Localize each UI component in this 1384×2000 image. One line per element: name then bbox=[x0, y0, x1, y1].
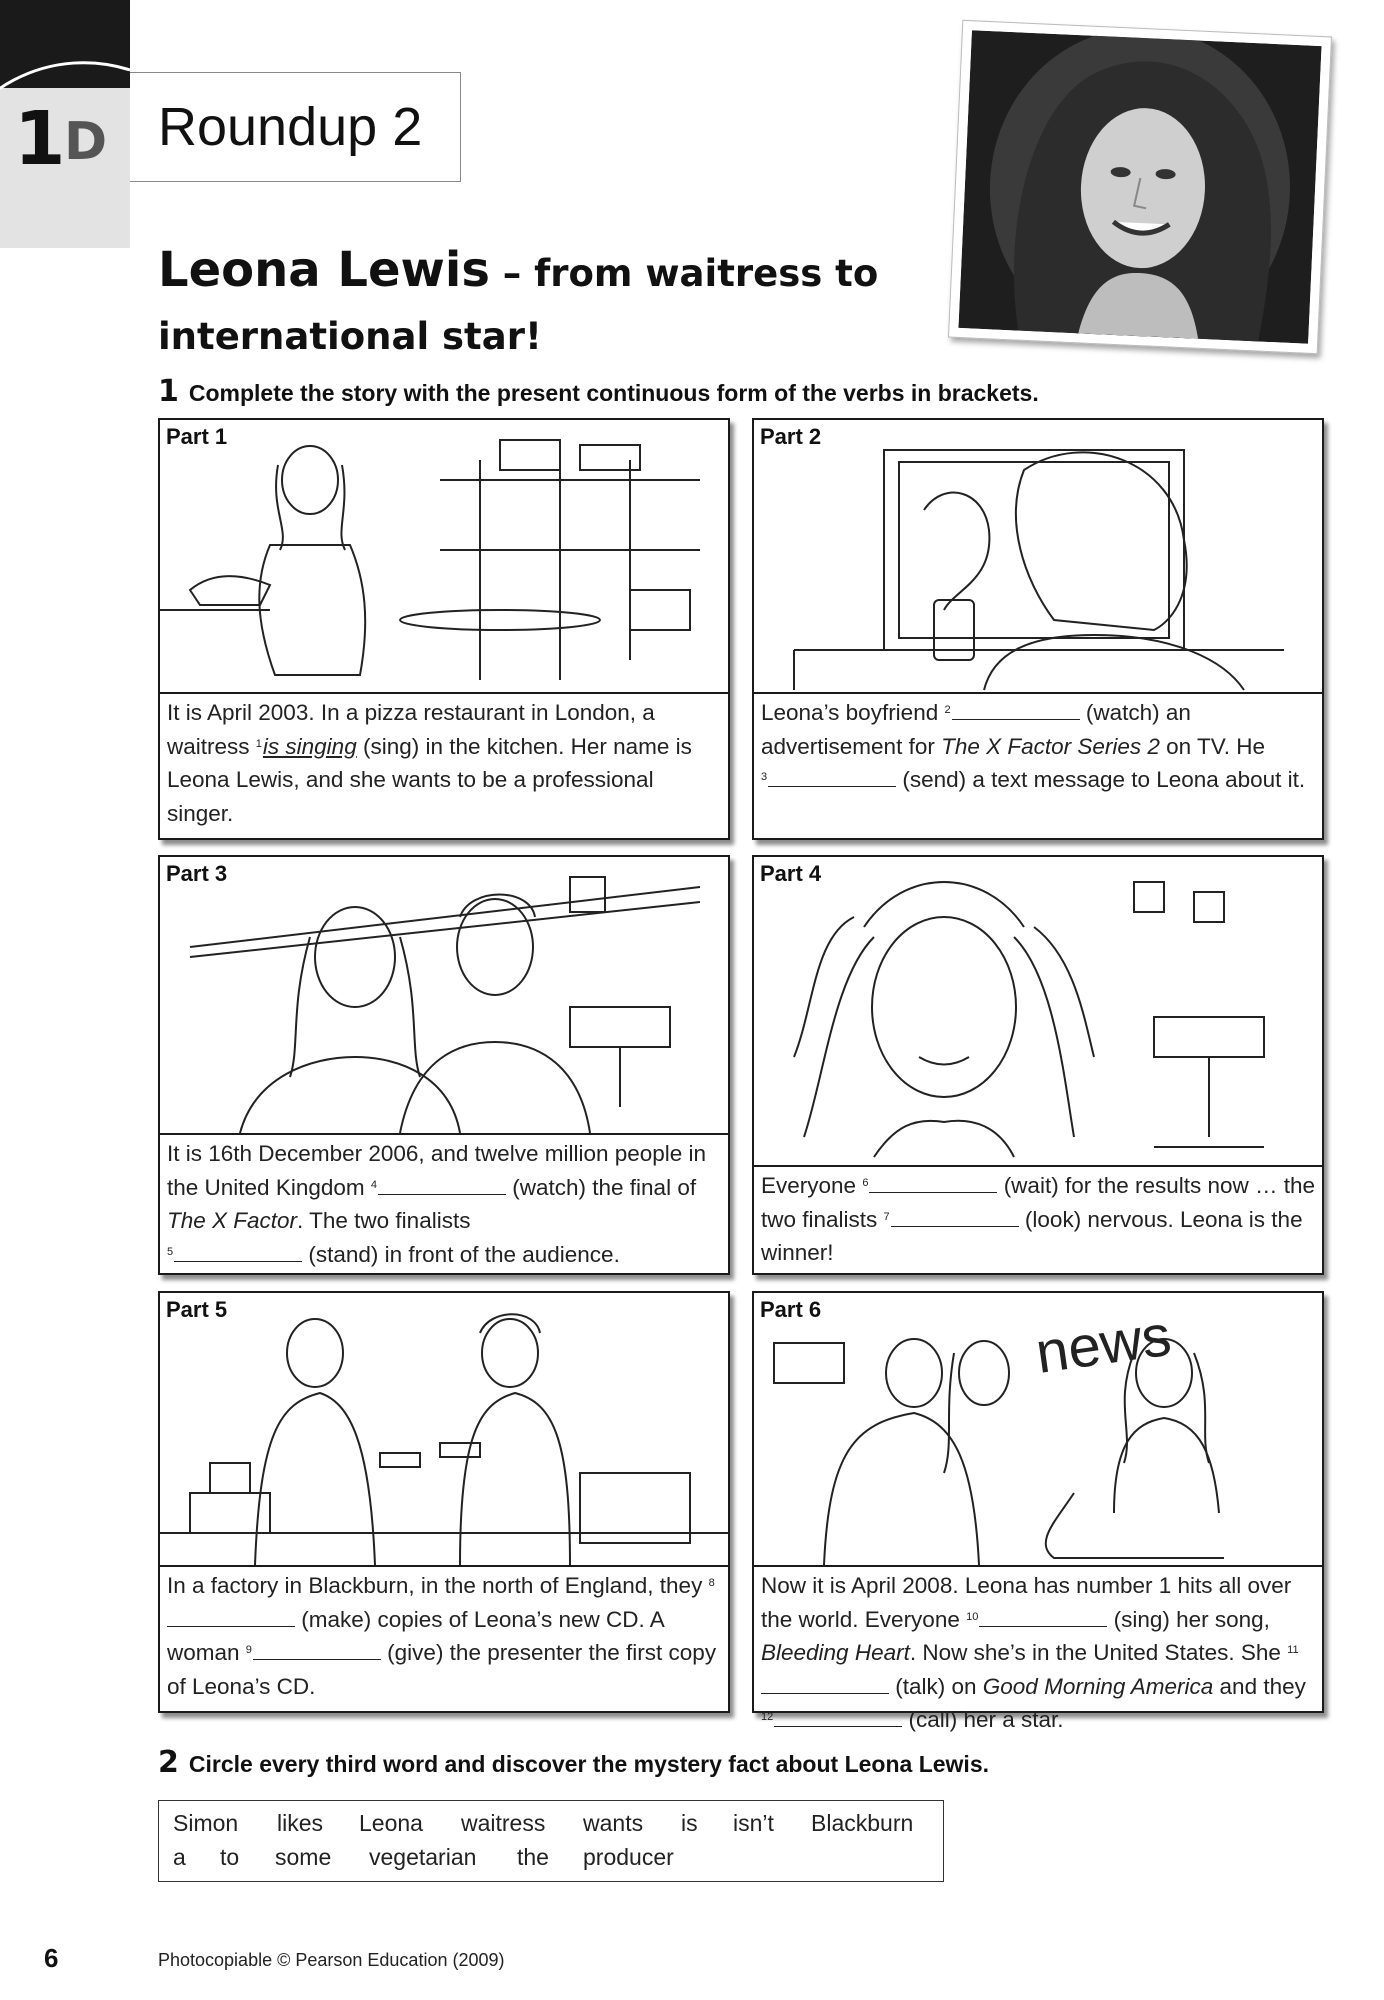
panel-label: Part 3 bbox=[166, 861, 228, 886]
tv-watching-illustration bbox=[754, 420, 1322, 692]
finalists-illustration bbox=[160, 857, 728, 1133]
leona-photo bbox=[948, 20, 1332, 354]
waitress-illustration bbox=[160, 420, 728, 692]
panel-illustration bbox=[754, 1293, 1322, 1567]
heading-name: Leona Lewis bbox=[158, 242, 490, 298]
panel-part-2 bbox=[752, 418, 1324, 840]
word-item[interactable]: a bbox=[173, 1844, 186, 1870]
panel-illustration bbox=[160, 420, 728, 694]
gap-number: 1 bbox=[255, 737, 262, 750]
unit-letter: D bbox=[64, 112, 108, 172]
show-title: Good Morning America bbox=[982, 1673, 1214, 1699]
text-segment: (make) copies of Leona’s new CD. A woman bbox=[167, 1606, 664, 1665]
exercise-1-text: Complete the story with the present continuous form of the verbs in brackets. bbox=[188, 380, 1039, 406]
word-item[interactable]: wants bbox=[583, 1810, 644, 1836]
word-item[interactable]: producer bbox=[583, 1844, 674, 1870]
exercise-2-instruction bbox=[158, 1745, 989, 1780]
unit-number: 1 bbox=[14, 96, 66, 182]
answer-blank[interactable] bbox=[167, 1608, 295, 1627]
panel-illustration bbox=[160, 1293, 728, 1567]
word-item[interactable]: Leona bbox=[359, 1810, 423, 1836]
text-segment: It is 16th December 2006, and twelve million people in the United Kingdom bbox=[167, 1141, 707, 1200]
word-item[interactable]: Blackburn bbox=[811, 1810, 914, 1836]
gap-number: 11 bbox=[1287, 1644, 1299, 1656]
gap-number: 10 bbox=[966, 1610, 979, 1623]
text-segment: In a factory in Blackburn, in the north of England, they bbox=[167, 1573, 709, 1598]
copyright-footer: Photocopiable © Pearson Education (2009) bbox=[158, 1950, 505, 1970]
tv-interview-illustration bbox=[754, 1293, 1322, 1565]
text-segment: (look) nervous. Leona is the winner! bbox=[761, 1206, 1303, 1265]
word-item[interactable]: isn’t bbox=[733, 1810, 774, 1836]
story-heading bbox=[158, 242, 918, 372]
text-segment: (talk) on bbox=[889, 1673, 983, 1699]
answer-blank[interactable] bbox=[774, 1708, 902, 1727]
panel-part-5 bbox=[158, 1291, 730, 1713]
show-title: The X Factor Series 2 bbox=[941, 733, 1160, 759]
panel-part-1 bbox=[158, 418, 730, 840]
answer-blank[interactable] bbox=[869, 1174, 997, 1193]
text-segment: . The two finalists bbox=[297, 1208, 471, 1233]
gap-number: 6 bbox=[862, 1177, 869, 1189]
panel-text bbox=[167, 696, 722, 830]
panel-label: Part 4 bbox=[760, 861, 822, 886]
panel-label: Part 1 bbox=[166, 424, 228, 449]
gap-number: 7 bbox=[883, 1210, 890, 1223]
word-item[interactable]: the bbox=[517, 1844, 549, 1870]
answer-blank[interactable] bbox=[768, 768, 896, 787]
panel-text bbox=[167, 1569, 722, 1703]
answer-blank[interactable] bbox=[378, 1176, 506, 1195]
text-segment: . Now she’s in the United States. She bbox=[909, 1640, 1288, 1665]
word-grid bbox=[158, 1800, 944, 1882]
text-segment: (wait) for the results now … the two finalists bbox=[761, 1173, 1316, 1232]
panel-text bbox=[761, 1569, 1316, 1737]
news-logo-text: news bbox=[1031, 1302, 1175, 1386]
exercise-1-number: 1 bbox=[158, 374, 179, 409]
text-segment: (sing) in the kitchen. Her name is Leona Lewis, and she wants to be a professional singer. bbox=[167, 733, 692, 826]
text-segment: and they bbox=[1213, 1673, 1306, 1699]
heading-rest: – from waitress to bbox=[489, 252, 879, 295]
panel-part-3 bbox=[158, 855, 730, 1275]
exercise-2-text: Circle every third word and discover the mystery fact about Leona Lewis. bbox=[188, 1751, 990, 1777]
word-item[interactable]: Simon bbox=[173, 1810, 239, 1836]
word-item[interactable]: waitress bbox=[461, 1810, 546, 1836]
word-item[interactable]: to bbox=[220, 1844, 240, 1870]
answer-blank[interactable] bbox=[253, 1641, 381, 1660]
panel-illustration bbox=[754, 420, 1322, 694]
panel-part-4 bbox=[752, 855, 1324, 1275]
text-segment: (stand) in front of the audience. bbox=[302, 1241, 620, 1267]
song-title: Bleeding Heart bbox=[761, 1640, 910, 1665]
word-item[interactable]: likes bbox=[277, 1810, 324, 1836]
panel-illustration bbox=[754, 857, 1322, 1167]
word-item[interactable]: vegetarian bbox=[369, 1844, 477, 1870]
text-segment: (watch) an advertisement for bbox=[761, 700, 1191, 759]
text-segment: (give) the presenter the first copy of Leona’s CD. bbox=[167, 1640, 717, 1699]
gap-number: 9 bbox=[245, 1644, 252, 1656]
text-segment: Leona’s boyfriend bbox=[761, 700, 945, 725]
text-segment: (watch) the final of bbox=[506, 1174, 697, 1200]
winner-illustration bbox=[754, 857, 1322, 1165]
panel-label: Part 2 bbox=[760, 424, 822, 449]
panel-part-6 bbox=[752, 1291, 1324, 1732]
panel-text bbox=[761, 1169, 1316, 1270]
gap-number: 2 bbox=[944, 704, 951, 716]
gap-number: 4 bbox=[370, 1178, 377, 1191]
answer-blank[interactable] bbox=[761, 1675, 889, 1694]
text-segment: (send) a text message to Leona about it. bbox=[896, 767, 1306, 792]
word-item[interactable]: is bbox=[681, 1810, 698, 1836]
heading-line2: international star! bbox=[158, 315, 542, 358]
gap-number: 8 bbox=[708, 1577, 715, 1589]
panel-illustration bbox=[160, 857, 728, 1135]
page-title: Roundup 2 bbox=[158, 97, 423, 157]
text-segment: Everyone bbox=[761, 1173, 863, 1198]
factory-illustration bbox=[160, 1293, 728, 1565]
panel-text bbox=[761, 696, 1316, 797]
answer-blank[interactable] bbox=[891, 1208, 1019, 1227]
panel-label: Part 5 bbox=[166, 1297, 228, 1322]
panel-label: Part 6 bbox=[760, 1297, 822, 1322]
gap-number: 12 bbox=[761, 1711, 774, 1723]
panel-text bbox=[167, 1137, 722, 1271]
gap-number: 5 bbox=[167, 1245, 174, 1258]
gap-number: 3 bbox=[761, 771, 768, 783]
example-answer: is singing bbox=[262, 733, 357, 759]
answer-blank[interactable] bbox=[979, 1608, 1107, 1627]
text-segment: on TV. He bbox=[1159, 733, 1265, 759]
show-title: The X Factor bbox=[167, 1208, 298, 1233]
answer-blank[interactable] bbox=[952, 701, 1080, 720]
text-segment: (call) her a star. bbox=[902, 1707, 1064, 1732]
answer-blank[interactable] bbox=[174, 1243, 302, 1262]
text-segment: Now it is April 2008. Leona has number 1 hits all over the world. Everyone bbox=[761, 1573, 1292, 1632]
exercise-1-instruction bbox=[158, 374, 1039, 409]
exercise-2-number: 2 bbox=[158, 1745, 179, 1780]
text-segment: It is April 2003. In a pizza restaurant in London, a waitress bbox=[167, 700, 655, 759]
text-segment: (sing) her song, bbox=[1107, 1606, 1270, 1632]
word-item[interactable]: some bbox=[275, 1844, 332, 1870]
page-number: 6 bbox=[44, 1943, 59, 1973]
